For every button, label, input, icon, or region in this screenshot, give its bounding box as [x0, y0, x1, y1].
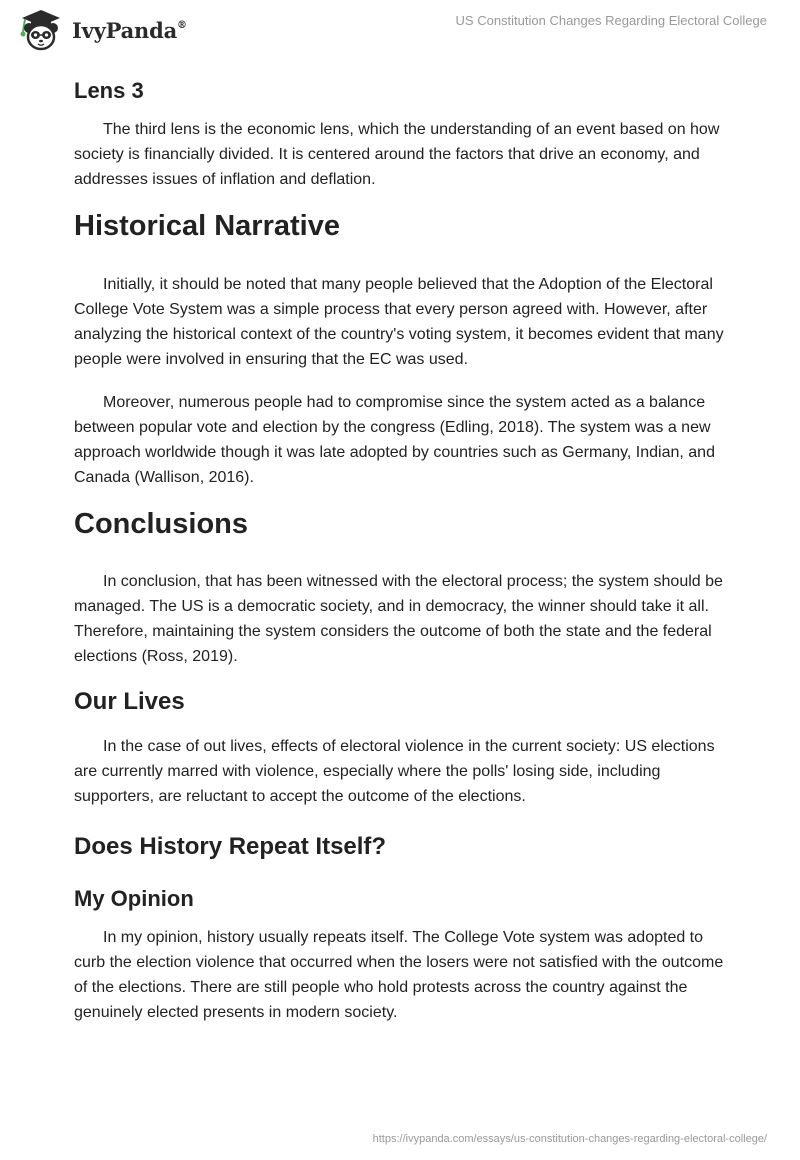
heading-historical-narrative: Historical Narrative	[74, 210, 340, 242]
heading-conclusions: Conclusions	[74, 508, 249, 540]
panda-graduation-icon	[16, 8, 66, 52]
brand-name: IvyPanda®	[72, 17, 187, 43]
heading-my-opinion: My Opinion	[74, 886, 194, 911]
heading-does-history-repeat: Does History Repeat Itself?	[74, 833, 387, 860]
paragraph: The third lens is the economic lens, which the understanding of an event based on how society is financially divided. It is centered around the factors that drive an economy, and addresses issues of inflation and deflation.	[74, 121, 720, 188]
paragraph: Initially, it should be noted that many people believed that the Adoption of the Electoral College Vote System was a simple process that every person agreed with. However, after analyzing the historical context of the country's voting system, it becomes evident that many people were involved in ensuring that the EC was used.	[74, 276, 724, 368]
paragraph: In my opinion, history usually repeats itself. The College Vote system was adopted to curb the election violence that occurred when the losers were not satisfied with the outcome of the elections. There are still people who hold protests across the country against the genuinely elected presents in modern society.	[74, 929, 724, 1021]
paragraph: Moreover, numerous people had to compromise since the system acted as a balance between popular vote and election by the congress (Edling, 2018). The system was a new approach worldwide though it was late adopted by countries such as Germany, Indian, and Canada (Wallison, 2016).	[74, 394, 715, 486]
heading-lens-3: Lens 3	[74, 78, 144, 103]
heading-our-lives: Our Lives	[74, 688, 185, 715]
page-header	[0, 0, 800, 60]
source-url[interactable]: https://ivypanda.com/essays/us-constitution-changes-regarding-electoral-college/	[372, 1133, 767, 1145]
ivypanda-logo[interactable]	[16, 8, 187, 52]
paragraph: In the case of out lives, effects of electoral violence in the current society: US elections are currently marred with violence, especially where the polls' losing side, including supporters, are reluctant to accept the outcome of the elections.	[74, 738, 715, 805]
paragraph: In conclusion, that has been witnessed with the electoral process; the system should be managed. The US is a democratic society, and in democracy, the winner should take it all. Therefore, maintaining the system considers the outcome of both the state and the federal elections (Ross, 2019).	[74, 573, 723, 665]
document-title: US Constitution Changes Regarding Electoral College	[455, 13, 767, 28]
essay-content	[74, 70, 724, 1025]
